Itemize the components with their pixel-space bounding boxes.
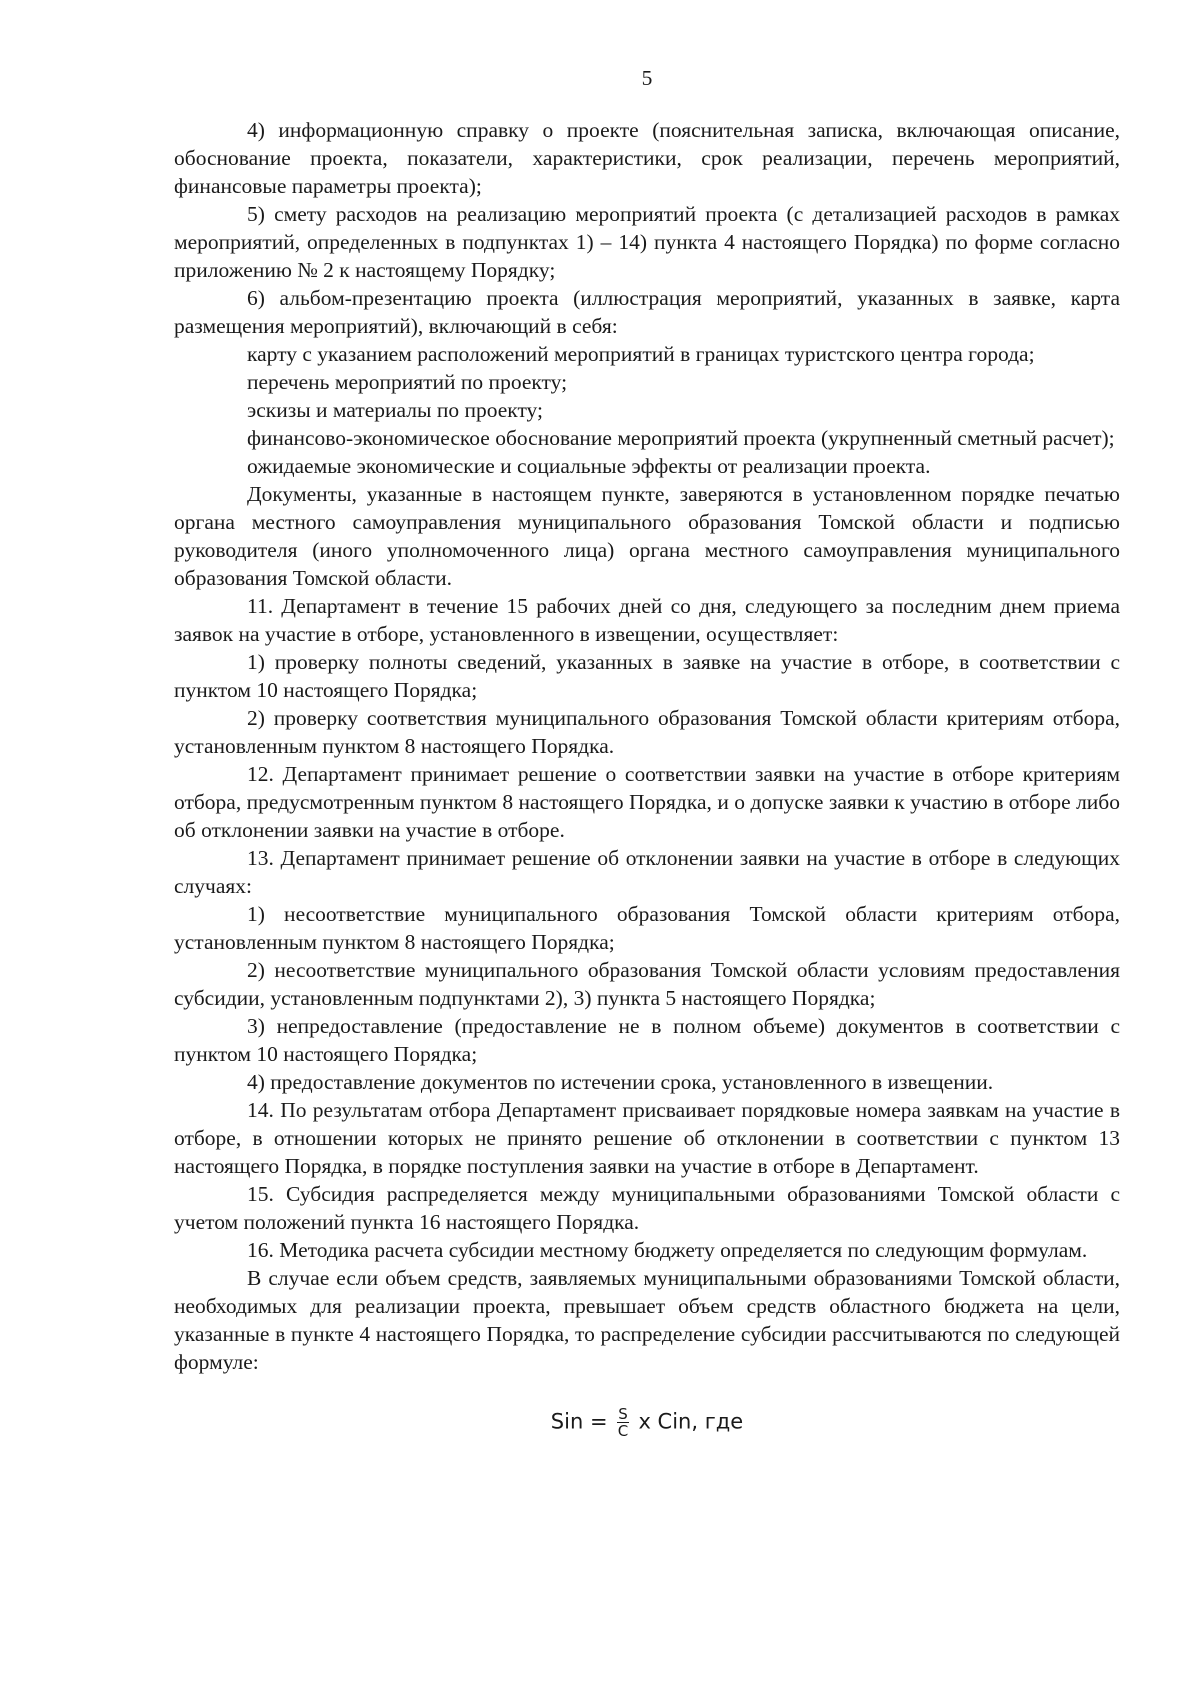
paragraph-section-11-item-2: 2) проверку соответствия муниципального образования Томской области критериям отбора, установленным пунктом 8 настоящего Порядка.: [174, 706, 1120, 758]
paragraph-section-11: 11. Департамент в течение 15 рабочих дней со дня, следующего за последним днем приема заявок на участие в отборе, установленного в извещении, осуществляет:: [174, 594, 1120, 646]
formula-denominator: C: [617, 1422, 629, 1440]
formula-rhs: x Cin, где: [638, 1409, 744, 1434]
paragraph-section-13-item-2: 2) несоответствие муниципального образования Томской области условиям предоставления субсидии, установленным подпунктами 2), 3) пункта 5 настоящего Порядка;: [174, 958, 1120, 1010]
document-page: [174, 64, 1120, 1439]
formula-lhs: Sin =: [550, 1409, 608, 1434]
subsidy-formula: [174, 1406, 1120, 1439]
formula-fraction: [617, 1406, 629, 1439]
paragraph-album-financial-justification: финансово-экономическое обоснование мероприятий проекта (укрупненный сметный расчет);: [247, 426, 1115, 450]
paragraph-documents-certification: Документы, указанные в настоящем пункте, заверяются в установленном порядке печатью органа местного самоуправления муниципального образования Томской области и подписью руководителя (иного уполномоченного лица) органа местного самоуправления муниципального образования Томской области.: [174, 482, 1120, 590]
paragraph-section-13-item-4: 4) предоставление документов по истечении срока, установленного в извещении.: [247, 1070, 994, 1094]
paragraph-section-16: 16. Методика расчета субсидии местному бюджету определяется по следующим формулам.: [247, 1238, 1088, 1262]
page-number: 5: [641, 66, 653, 90]
formula-numerator: S: [618, 1405, 628, 1423]
paragraph-section-12: 12. Департамент принимает решение о соответствии заявки на участие в отборе критериям отбора, предусмотренным пунктом 8 настоящего Порядка, и о допуске заявки к участию в отборе либо об отклонении заявки на участие в отборе.: [174, 762, 1120, 842]
paragraph-album-sketches: эскизы и материалы по проекту;: [247, 398, 543, 422]
paragraph-item-4-info-note: 4) информационную справку о проекте (пояснительная записка, включающая описание, обоснование проекта, показатели, характеристики, срок реализации, перечень мероприятий, финансовые параметры проекта);: [174, 118, 1120, 198]
paragraph-section-15: 15. Субсидия распределяется между муниципальными образованиями Томской области с учетом положений пункта 16 настоящего Порядка.: [174, 1182, 1120, 1234]
paragraph-section-11-item-1: 1) проверку полноты сведений, указанных в заявке на участие в отборе, в соответствии с пунктом 10 настоящего Порядка;: [174, 650, 1120, 702]
paragraph-item-5-cost-estimate: 5) смету расходов на реализацию мероприятий проекта (с детализацией расходов в рамках мероприятий, определенных в подпунктах 1) – 14) пункта 4 настоящего Порядка) по форме согласно приложению № 2 к настоящему Порядку;: [174, 202, 1120, 282]
paragraph-album-events-list: перечень мероприятий по проекту;: [247, 370, 568, 394]
paragraph-section-13-item-3: 3) непредоставление (предоставление не в полном объеме) документов в соответствии с пунктом 10 настоящего Порядка;: [174, 1014, 1120, 1066]
paragraph-section-14: 14. По результатам отбора Департамент присваивает порядковые номера заявкам на участие в отборе, в отношении которых не принято решение об отклонении в соответствии с пунктом 13 настоящего Порядка, в порядке поступления заявки на участие в отборе в Департамент.: [174, 1098, 1120, 1178]
paragraph-album-map: карту с указанием расположений мероприятий в границах туристского центра города;: [247, 342, 1035, 366]
paragraph-distribution-condition: В случае если объем средств, заявляемых муниципальными образованиями Томской области, необходимых для реализации проекта, превышает объем средств областного бюджета на цели, указанные в пункте 4 настоящего Порядка, то распределение субсидии рассчитываются по следующей формуле:: [174, 1266, 1120, 1374]
paragraph-section-13-item-1: 1) несоответствие муниципального образования Томской области критериям отбора, установленным пунктом 8 настоящего Порядка;: [174, 902, 1120, 954]
paragraph-item-6-album: 6) альбом-презентацию проекта (иллюстрация мероприятий, указанных в заявке, карта размещения мероприятий), включающий в себя:: [174, 286, 1120, 338]
paragraph-album-expected-effects: ожидаемые экономические и социальные эффекты от реализации проекта.: [247, 454, 931, 478]
paragraph-section-13: 13. Департамент принимает решение об отклонении заявки на участие в отборе в следующих случаях:: [174, 846, 1120, 898]
